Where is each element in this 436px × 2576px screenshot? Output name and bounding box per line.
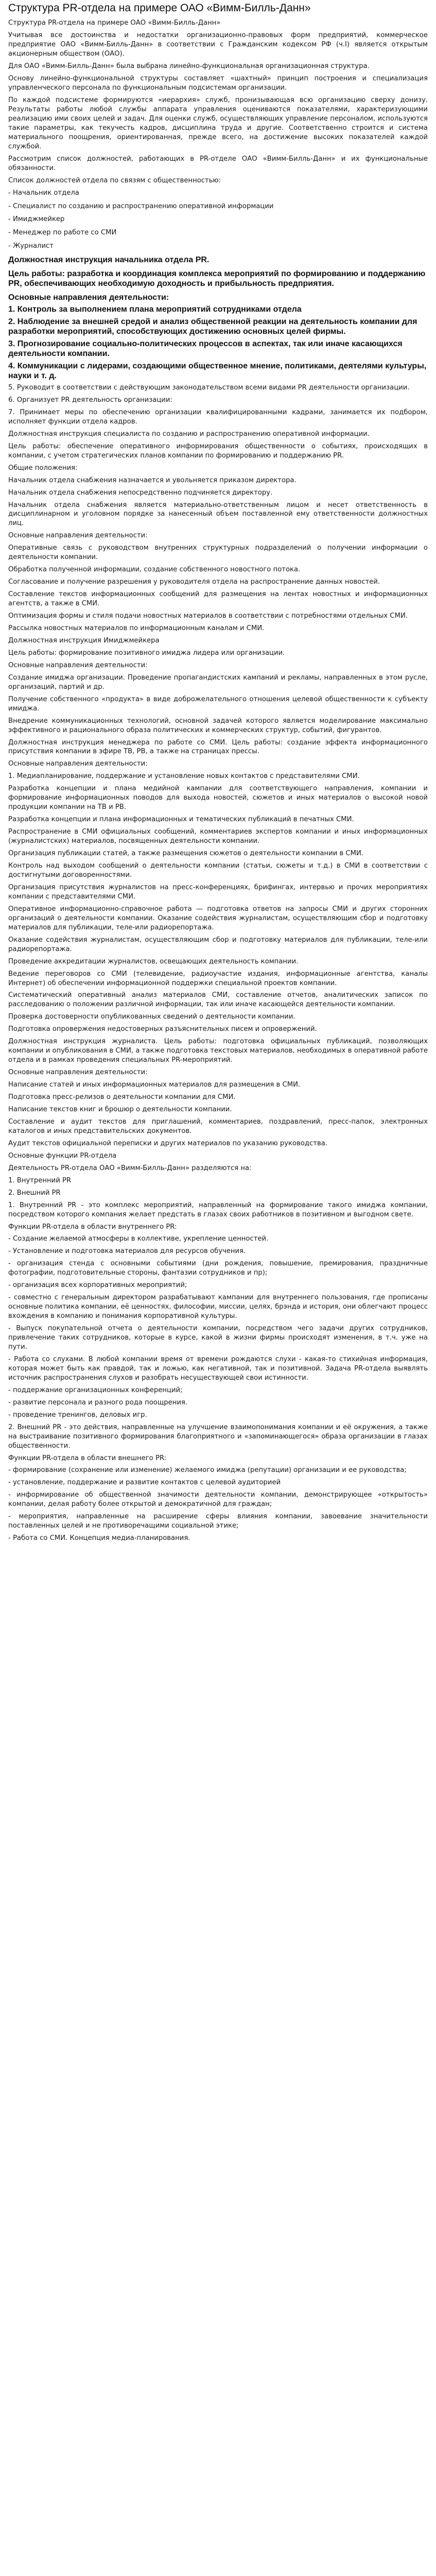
paragraph: Для ОАО «Вимм-Билль-Данн» была выбрана линейно-функциональная организационная структура. xyxy=(8,62,370,71)
paragraph: Согласование и получение разрешения у руководителя отдела на распространение данных новостей. xyxy=(8,578,380,586)
section-heading: Должностная инструкция начальника отдела PR. xyxy=(8,256,210,265)
paragraph: - Работа со слухами. В любой компании время от времени рождаются слухи - какая-то стихийная информация, которая может быть как правдой, так и ложью, как негативной, так и позитивной. Задача PR-отдела выявлять источник распространения слухов и разобрать несуществующей свои истинности. xyxy=(8,1355,428,1382)
paragraph: Распространение в СМИ официальных сообщений, комментариев экспертов компании и иных информационных (журналистских) материалов, посвященных деятельности компании. xyxy=(8,828,428,845)
section-heading: 2. Наблюдение за внешней средой и анализ общественной реакции на деятельность компании для разработки мероприятий, способствующих достижению основных целей фирмы. xyxy=(8,317,417,336)
paragraph: Функции PR-отдела в области внешнего PR: xyxy=(8,1454,167,1462)
list-item: - Журналист xyxy=(8,242,54,250)
paragraph: Учитывая все достоинства и недостатки организационно-правовых форм предприятий, коммерческое предприятие ОАО «Вимм-Билль-Данн» в соответствии с Гражданским кодексом РФ (ч.I) является открытым акционерным обществом (ОАО). xyxy=(8,31,428,58)
paragraph: Подготовка опровержения недостоверных разъяснительных писем и опровержений. xyxy=(8,1025,317,1033)
paragraph: Оперативное информационно-справочное работа — подготовка ответов на запросы СМИ и других сторонних организаций о деятельности компании. Оказание содействия журналистам, осуществляющим сбор и подготовку материалов для публикации, теле-или радиорепортажа. xyxy=(8,905,428,931)
paragraph: Оперативные связь с руководством внутренних структурных подразделений о получении информации о деятельности компании. xyxy=(8,544,428,562)
paragraph: 1. Внутренний PR xyxy=(8,1176,72,1184)
paragraph: Основные функции PR-отдела xyxy=(8,1151,117,1160)
paragraph: Составление текстов информационных сообщений для размещения на лентах новостных и информационных агентств, а также в СМИ. xyxy=(8,590,428,608)
paragraph: Проверка достоверности опубликованных сведений о деятельности компании. xyxy=(8,1013,295,1021)
paragraph: Проведение аккредитации журналистов, освещающих деятельность компании. xyxy=(8,957,299,965)
paragraph: - поддержание организационных конференций; xyxy=(8,1386,183,1394)
paragraph: Должностная инструкция менеджера по работе со СМИ. Цель работы: создание эффекта информационного присутствия компании в эфире ТВ, РВ, а также на страницах прессы. xyxy=(8,738,428,756)
paragraph: Организация публикации статей, а также размещения сюжетов о деятельности компании в СМИ. xyxy=(8,850,364,858)
paragraph: - Установление и подготовка материалов для ресурсов обучения. xyxy=(8,1247,246,1256)
paragraph: Обработка полученной информации, создание собственного новостного потока. xyxy=(8,566,301,574)
paragraph: - установление, поддержание и развитие контактов с целевой аудиторией xyxy=(8,1479,281,1487)
paragraph: Оказание содействия журналистам, осуществляющим сбор и подготовку материалов для публикации, теле-или радиорепортажа. xyxy=(8,936,428,953)
paragraph: - Работа со СМИ. Концепция медиа-планирования. xyxy=(8,1534,190,1543)
paragraph: 7. Принимает меры по обеспечению организации квалифицированными кадрами, занимается их подбором, исполняет функции отдела кадров. xyxy=(8,408,428,426)
paragraph: Цель работы: формирование позитивного имиджа лидера или организации. xyxy=(8,649,285,657)
paragraph: Основные направления деятельности: xyxy=(8,1069,148,1077)
paragraph: Основные направления деятельности: xyxy=(8,661,148,669)
paragraph: - формирование (сохранение или изменение) желаемого имиджа (репутации) организации и ее руководства; xyxy=(8,1466,407,1475)
paragraph: Общие положения: xyxy=(8,464,78,472)
paragraph: Разработка концепции и плана информационных и тематических публикаций в печатных СМИ. xyxy=(8,816,354,824)
paragraph: Написание текстов книг и брошюр о деятельности компании. xyxy=(8,1105,232,1113)
paragraph: Создание имиджа организации. Проведение пропагандистских кампаний и рекламы, направленных в этом русле, организаций, партий и др. xyxy=(8,673,428,691)
paragraph: - Выпуск покупательной отчета о деятельности компании, посредством чего задачи других сотрудников, привлечение таких сотрудников, которые в курсе, какой в жизни фирмы происходят изменения, в т.ч. уже на пути. xyxy=(8,1325,428,1351)
paragraph: Рассылка новостных материалов по информационным каналам и СМИ. xyxy=(8,624,265,632)
paragraph: Ведение переговоров со СМИ (телевидение, радиоучастие издания, информационные агентства, каналы Интернет) об обеспечении информационной поддержки специальной проектов компании. xyxy=(8,970,428,987)
paragraph: - информирование об общественной значимости деятельности компании, демонстрирующее «открытость» компании, делая работу более открытой и демократичной для граждан; xyxy=(8,1491,428,1509)
paragraph: - организация стенда с основными событиями (дни рождения, повышение, премирования, праздничные фотографии, подготовительные стороны, фантазии сотрудников и пр); xyxy=(8,1260,428,1277)
paragraph: - развитие персонала и разного рода поощрения. xyxy=(8,1398,188,1406)
paragraph: Начальник отдела снабжения непосредственно подчиняется директору. xyxy=(8,488,273,497)
paragraph: Основные направления деятельности: xyxy=(8,532,148,540)
paragraph: Должностная инструкция Имиджмейкера xyxy=(8,636,160,645)
list-item: - Имиджмейкер xyxy=(8,215,65,224)
paragraph: - Создание желаемой атмосферы в коллективе, укрепление ценностей. xyxy=(8,1235,269,1243)
list-item: - Начальник отдела xyxy=(8,189,79,197)
paragraph: Аудит текстов официальной переписки и других материалов по указанию руководства. xyxy=(8,1139,328,1147)
page-title: Структура PR-отдела на примере ОАО «Вимм-Билль-Данн» xyxy=(8,2,311,14)
paragraph: Должностная инструкция специалиста по созданию и распространению оперативной информации. xyxy=(8,430,370,438)
paragraph: 2. Внешний PR xyxy=(8,1189,61,1197)
section-heading: 3. Прогнозирование социально-политических процессов в аспектах, так или иначе касающихся деятельности компании. xyxy=(8,339,403,359)
list-item: - Специалист по созданию и распространению оперативной информации xyxy=(8,202,274,210)
paragraph: Начальник отдела снабжения является материально-ответственным лицом и несет ответственность в дисциплинарном и уголовном порядке за нанесенный объем поставленной ему ответственности должностных лиц. xyxy=(8,501,428,528)
paragraph: Основу линейно-функциональной структуры составляет «шахтный» принцип построения и специализация управленческого персонала по функциональным подсистемам организации. xyxy=(8,75,428,92)
paragraph: Контроль над выходом сообщений о деятельности компании (статьи, сюжеты и т.д.) в СМИ в соответствии с достигнутыми договоренностями. xyxy=(8,862,428,879)
paragraph: - проведение тренингов, деловых игр. xyxy=(8,1411,147,1419)
paragraph: 1. Внутренний PR - это комплекс мероприятий, направленный на формирование такого имиджа компании, посредством которого компания желает предстать в глазах своих работников в позитивном и выгодном свете. xyxy=(8,1201,428,1218)
list-item: - Менеджер по работе со СМИ xyxy=(8,229,117,237)
section-heading: 1. Контроль за выполнением плана мероприятий сотрудниками отдела xyxy=(8,305,302,314)
paragraph: - организация всех корпоративных мероприятий; xyxy=(8,1281,187,1290)
paragraph: 5. Руководит в соответствии с действующим законодательством всеми видами PR деятельности организации. xyxy=(8,383,410,392)
paragraph: 6. Организует PR деятельность организации: xyxy=(8,396,172,404)
paragraph: 2. Внешний PR - это действия, направленные на улучшение взаимопонимания компании и её окружения, а также на выстраивание позитивного формирования благоприятного и «запоминающегося» образа организации в глазах общественности. xyxy=(8,1423,428,1450)
paragraph: По каждой подсистеме формируются «иерархия» служб, пронизывающая всю организацию сверху донизу. Результаты работы любой службы аппарата управления оцениваются показателями, характеризующими реализацию ими своих целей и задач. Для оценки служб, осуществляющих управление персоналом, используются такие параметры, как текучесть кадров, дисциплина труда и другие. Соответственно строится и система материального поощрения, ориентированная, прежде всего, на достижение высоких показателей каждой службой. xyxy=(8,96,428,150)
paragraph: 1. Медиапланирование, поддержание и установление новых контактов с представителями СМИ. xyxy=(8,772,360,781)
paragraph: Составление и аудит текстов для приглашений, комментариев, поздравлений, пресс-папок, электронных каталогов и иных представительских документов. xyxy=(8,1117,428,1135)
paragraph: Организация присутствия журналистов на пресс-конференциях, брифингах, интервью и прочих мероприятиях компании с представителями СМИ. xyxy=(8,883,428,901)
paragraph: - совместно с генеральным директором разрабатывают кампании для внутреннего пользования, где прописаны основные политика компании, её ценностях, философии, миссии, целях, брэнда и история, они облегчают процесс вхождения в компанию и понимания корпоративной культуры. xyxy=(8,1294,428,1320)
paragraph: Список должностей отдела по связям с общественностью: xyxy=(8,176,221,184)
paragraph: Основные направления деятельности: xyxy=(8,760,148,768)
paragraph: Подготовка пресс-релизов о деятельности компании для СМИ. xyxy=(8,1093,236,1101)
paragraph: Оптимизация формы и стиля подачи новостных материалов в соответствии с потребностями отдельных СМИ. xyxy=(8,612,408,620)
paragraph: - мероприятия, направленные на расширение сферы влияния компании, завоевание значительности поставленных целей и не противоречащими социальной этике; xyxy=(8,1513,428,1530)
paragraph: Функции PR-отдела в области внутреннего PR: xyxy=(8,1223,177,1231)
paragraph: Цель работы: обеспечение оперативного информирования общественности о событиях, происходящих в компании, с учетом стратегических планов компании по формированию и поддержанию PR. xyxy=(8,442,428,460)
paragraph: Написание статей и иных информационных материалов для размещения в СМИ. xyxy=(8,1081,301,1089)
paragraph: Внедрение коммуникационных технологий, основной задачей которого является моделирование максимально эффективного и рационального образа политических и коммерческих структур, событий, фигурантов. xyxy=(8,717,428,734)
paragraph: Систематический оперативный анализ материалов СМИ, составление отчетов, аналитических записок по расследованию о положении различной информации, так или иначе касающейся деятельности компании. xyxy=(8,991,428,1009)
paragraph: Деятельность PR-отдела ОАО «Вимм-Билль-Данн» разделяются на: xyxy=(8,1164,252,1172)
paragraph: Разработка концепции и плана медийной кампании для соответствующего направления, компании и формирование информационных поводов для выхода новостей, сюжетов и иных материалов о высокой новой продукции компании на ТВ и РВ. xyxy=(8,785,428,811)
paragraph: Начальник отдела снабжения назначается и увольняется приказом директора. xyxy=(8,476,297,484)
paragraph: Структура PR-отдела на примере ОАО «Вимм-Билль-Данн» xyxy=(8,19,221,27)
section-heading: Основные направления деятельности: xyxy=(8,293,169,302)
paragraph: Рассмотрим список должностей, работающих в PR-отделе ОАО «Вимм-Билль-Данн» и их функциональные обязанности. xyxy=(8,155,428,172)
section-heading: Цель работы: разработка и координация комплекса мероприятий по формированию и поддержанию PR, обеспечивающих необходимую доходность и прибыльность предприятия. xyxy=(8,269,426,289)
paragraph: Получение собственного «продукта» в виде доброжелательного отношения целевой общественности к субъекту имиджа. xyxy=(8,695,428,713)
paragraph: Должностная инструкция журналиста. Цель работы: подготовка официальных публикаций, позволяющих компании и опубликования в СМИ, а также подготовка текстовых материалов, необходимых в оперативной работе отдела и в рамках проведения специальных PR-мероприятий. xyxy=(8,1038,428,1064)
section-heading: 4. Коммуникации с лидерами, создающими общественное мнение, политиками, деятелями культуры, науки и т. д. xyxy=(8,361,427,381)
